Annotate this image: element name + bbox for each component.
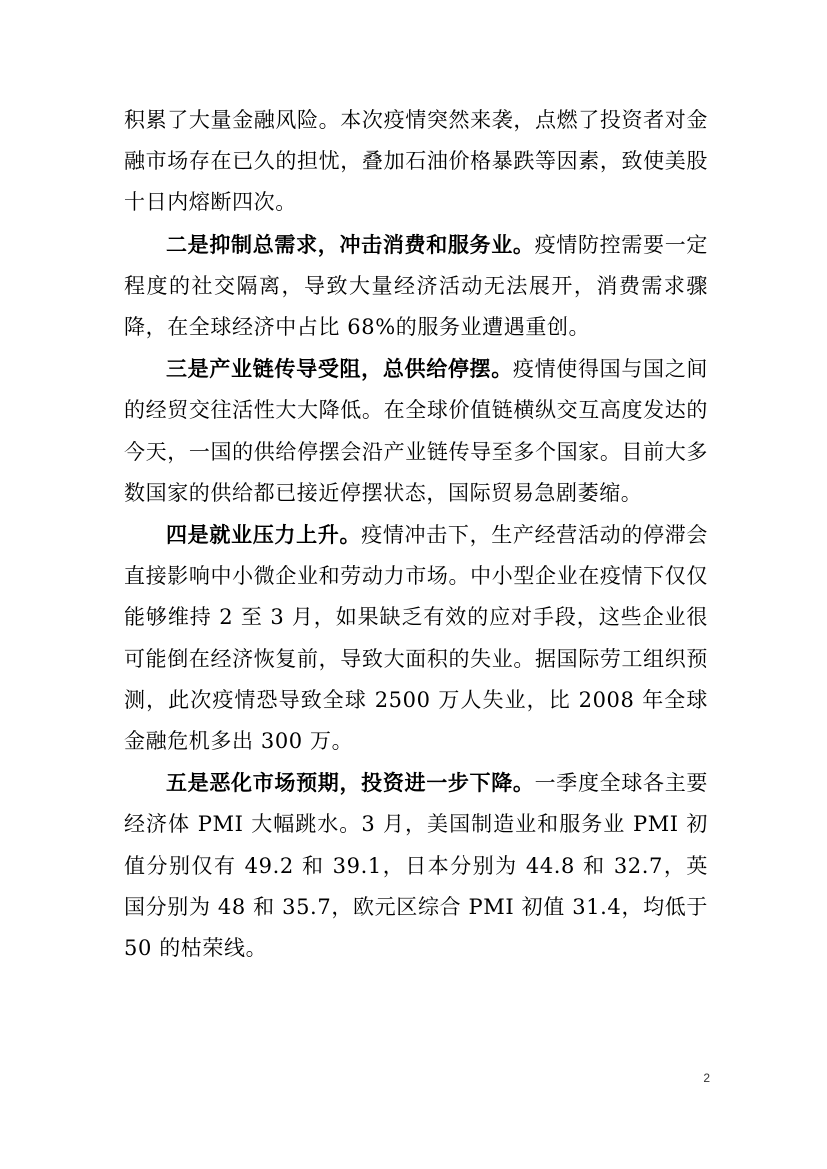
- paragraph-lead: 三是产业链传导受阻，总供给停摆。: [166, 356, 513, 382]
- paragraph-lead: 五是恶化市场预期，投资进一步下降。: [166, 770, 535, 796]
- paragraph-text: 积累了大量金融风险。本次疫情突然来袭，点燃了投资者对金融市场存在已久的担忧，叠加石油价格暴跌等因素，致使美股十日内熔断四次。: [124, 108, 708, 215]
- paragraph-supply: [124, 348, 708, 514]
- paragraph-text: 疫情防控需要一定程度的社交隔离，导致大量经济活动无法展开，消费需求骤降，在全球经济中占比 68%的服务业遭遇重创。: [124, 232, 708, 340]
- paragraph-text: 疫情使得国与国之间的经贸交往活性大大降低。在全球价值链横纵交互高度发达的今天，一国的供给停摆会沿产业链传导至多个国家。目前大多数国家的供给都已接近停摆状态，国际贸易急剧萎缩。: [124, 357, 708, 505]
- paragraph-investment: [124, 762, 708, 969]
- page-number: 2: [703, 1071, 710, 1085]
- paragraph-lead: 二是抑制总需求，冲击消费和服务业。: [166, 231, 535, 257]
- paragraph-continuation: [124, 100, 708, 224]
- paragraph-text: 一季度全球各主要经济体 PMI 大幅跳水。3 月，美国制造业和服务业 PMI 初值分别仅有 49.2 和 39.1，日本分别为 44.8 和 32.7，英国分别为 48 和 35.7，欧元区综合 PMI 初值 31.4，均低于 50 的枯荣线。: [124, 771, 708, 961]
- paragraph-lead: 四是就业压力上升。: [166, 522, 362, 548]
- document-body: [124, 100, 708, 969]
- paragraph-demand: [124, 224, 708, 349]
- paragraph-employment: [124, 514, 708, 762]
- paragraph-text: 疫情冲击下，生产经营活动的停滞会直接影响中小微企业和劳动力市场。中小型企业在疫情下仅仅能够维持 2 至 3 月，如果缺乏有效的应对手段，这些企业很可能倒在经济恢复前，导致大面积的失业。据国际劳工组织预测，此次疫情恐导致全球 2500 万人失业，比 2008 年全球金融危机多出 300 万。: [124, 523, 708, 754]
